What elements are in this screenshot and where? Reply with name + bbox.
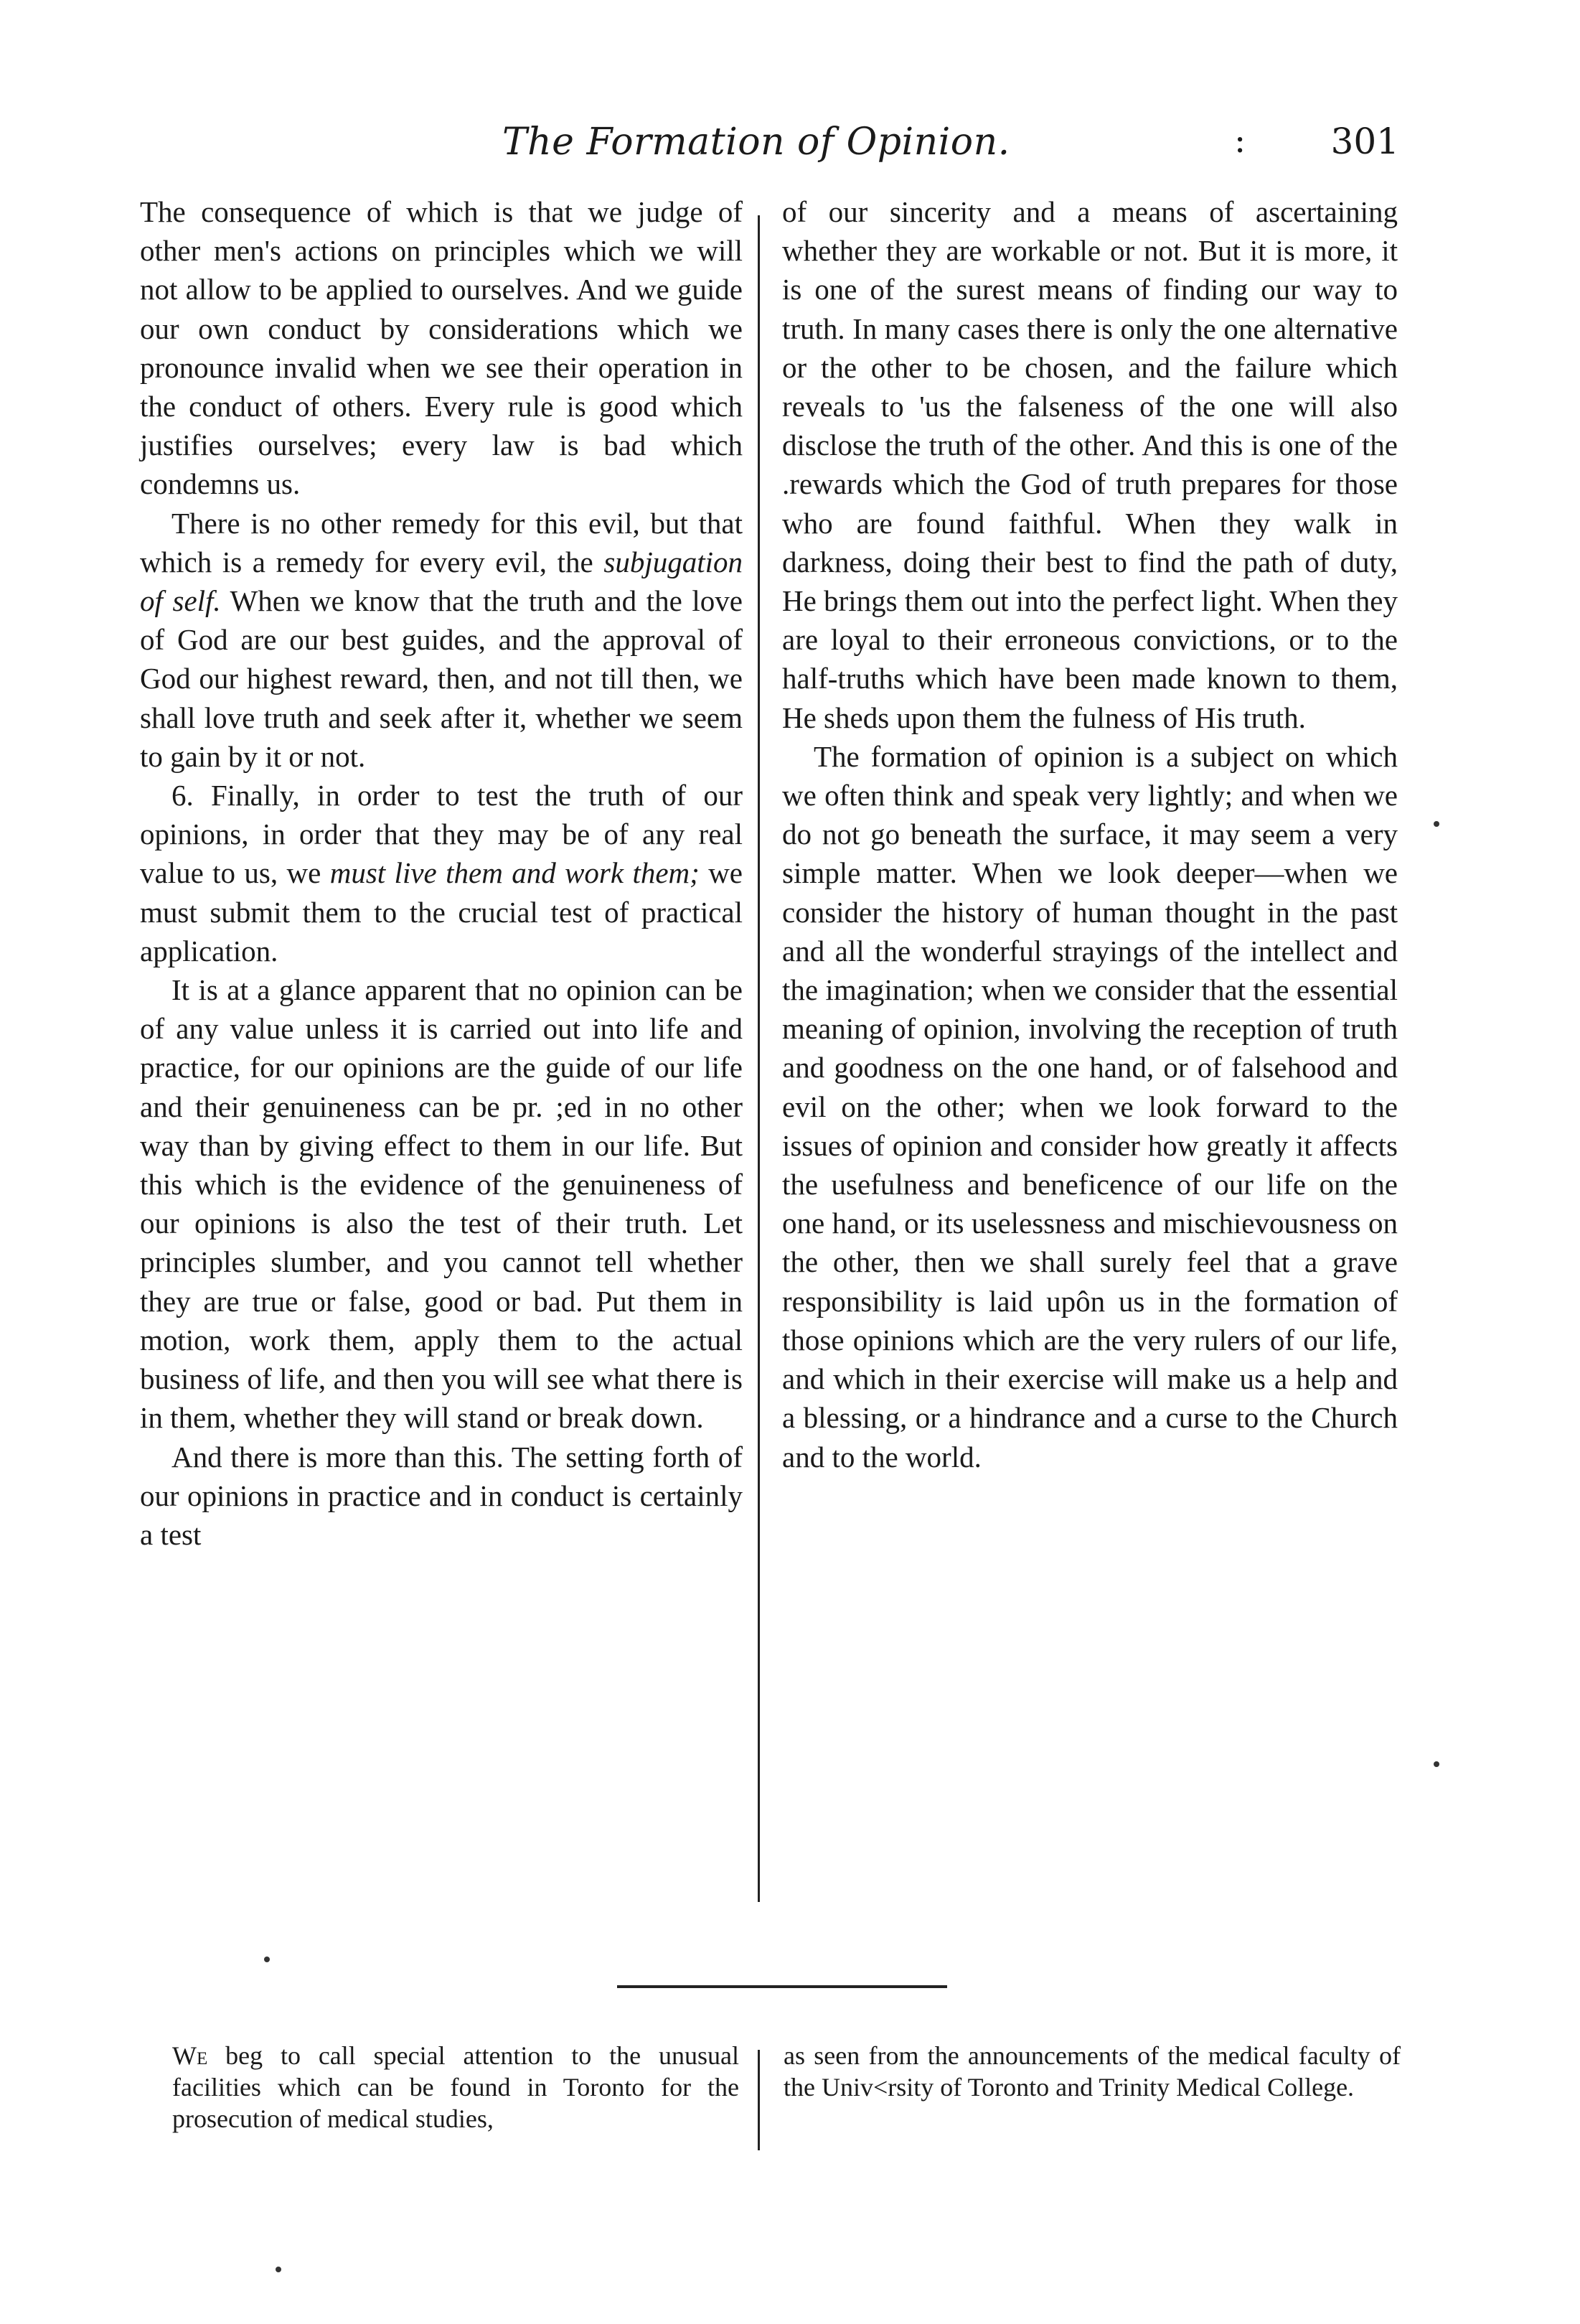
print-speck bbox=[1434, 1761, 1439, 1767]
paragraph: There is no other remedy for this evil, but that which is a remedy for every evil, the subjugation of self. When we know that the truth and the love of God are our best guides, and the approval of God our highest reward, then, and not till then, we shall love truth and seek after it, whether we seem to gain by it or not. bbox=[140, 506, 743, 773]
emphasis: must live them and work them; bbox=[329, 856, 700, 890]
column-divider bbox=[758, 215, 760, 1902]
header-separator: : bbox=[1234, 121, 1246, 161]
paragraph: And there is more than this. The setting forth of our opinions in practice and in conduct is certainly a test bbox=[140, 1440, 743, 1551]
paragraph: It is at a glance apparent that no opinion can be of any value unless it is carried out into life and practice, for our opinions are the guide of our life and their genuineness can be pr. ;ed in no other way than by giving effect to them in our life. But this which is the evidence of the genuineness of our opinions is also the test of their truth. Let principles slumber, and you cannot tell whether they are true or false, good or bad. Put them in motion, work them, apply them to the actual business of life, and then you will see what there is in them, whether they will stand or break down. bbox=[140, 973, 743, 1435]
footnote-right bbox=[784, 2040, 1401, 2103]
footnote-text: as seen from the announcements of the medical faculty of the Univ<rsity of Toronto and Trinity Medical College. bbox=[784, 2041, 1401, 2102]
paragraph: The consequence of which is that we judge of other men's actions on principles which we will not allow to be applied to ourselves. And we guide our own conduct by considerations which we pronounce invalid when we see their operation in the conduct of others. Every rule is good which justifies ourselves; every law is bad which condemns us. bbox=[140, 195, 743, 501]
print-speck bbox=[264, 1957, 270, 1962]
paragraph: of our sincerity and a means of ascertaining whether they are workable or not. But it is more, it is one of the surest means of finding our way to truth. In many cases there is only the one alternative or the other to be chosen, and the failure which reveals to 'us the falseness of the one will also disclose the truth of the other. And this is one of the .rewards which the God of truth prepares for those who are found faithful. When they walk in darkness, doing their best to find the path of duty, He brings them out into the perfect light. When they are loyal to their erroneous convictions, or to the half-truths which have been made known to them, He sheds upon them the fulness of His truth. bbox=[782, 195, 1398, 734]
footnote-left bbox=[172, 2040, 739, 2135]
paragraph: The formation of opinion is a subject on which we often think and speak very lightly; and when we do not go beneath the surface, it may seem a very simple matter. When we look deeper—when we consider the history of human thought in the past and all the wonderful strayings of the intellect and the imagination; when we consider that the essential meaning of opinion, involving the reception of truth and goodness on the one hand, or of falsehood and evil on the other; when we look forward to the issues of opinion and consider how greatly it affects the usefulness and beneficence of our life on the one hand, or its uselessness and mischievousness on the other, then we shall surely feel that a grave responsibility is laid upôn us in the formation of those opinions which are the very rulers of our life, and which in their exercise will make us a help and a blessing, or a hindrance and a curse to the Church and to the world. bbox=[782, 739, 1398, 1473]
page-number: 301 bbox=[1330, 121, 1399, 162]
footnote-text: We beg to call special attention to the unusual facilities which can be found in Toronto for the prosecution of medical studies, bbox=[172, 2041, 739, 2133]
left-column bbox=[140, 192, 743, 1554]
section-rule bbox=[617, 1985, 947, 1988]
paragraph: 6. Finally, in order to test the truth of our opinions, in order that they may be of any real value to us, we must live them and work them; we must submit them to the crucial test of practical application. bbox=[140, 779, 743, 967]
right-column bbox=[782, 192, 1398, 1476]
footnote-lead: We bbox=[172, 2041, 208, 2070]
page-header bbox=[502, 121, 1399, 171]
running-title: The Formation of Opinion. bbox=[502, 121, 1010, 164]
print-speck bbox=[276, 2267, 281, 2272]
print-speck bbox=[1434, 821, 1439, 827]
emphasis: subjugation of self. bbox=[140, 545, 743, 618]
footnote-divider bbox=[758, 2050, 760, 2150]
